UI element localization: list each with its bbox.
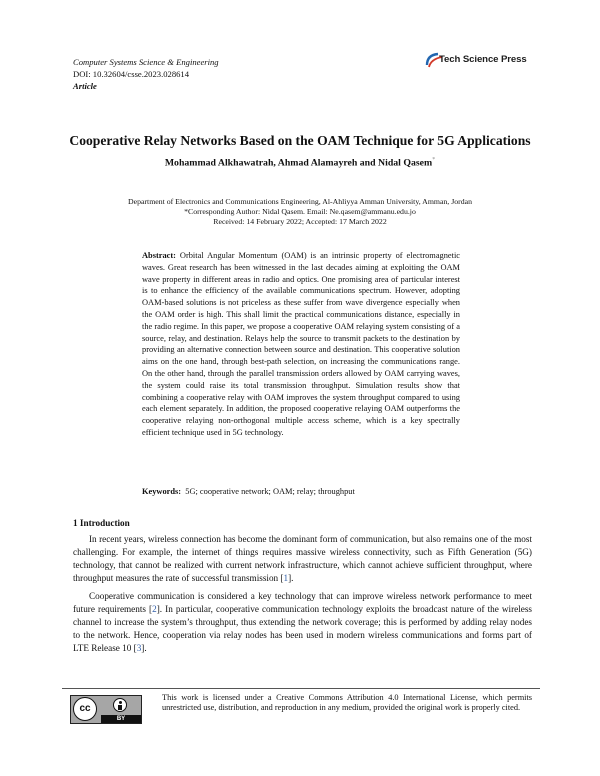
corresponding-mark: * [432, 157, 436, 163]
intro-paragraph-2 [73, 590, 532, 655]
authors-names: Mohammad Alkhawatrah, Ahmad Alamayreh and Nidal Qasem [164, 157, 433, 169]
journal-header [73, 56, 219, 92]
cc-by-label: BY [101, 715, 141, 723]
abstract-label: Abstract: [142, 251, 176, 260]
citation-link-2[interactable]: 2 [152, 603, 157, 614]
journal-name: Computer Systems Science & Engineering [73, 57, 219, 67]
intro-p1-text: In recent years, wireless connection has become the dominant form of communication, but also remains one of the most challenging. For example, the internet of things requires massive wireless connectivity, such as Fifth Generation (5G) technology, that cannot be realized with current network infrastructure, which cannot achieve sufficient throughput, where throughput measures the rate of successful transmission [ [73, 534, 532, 583]
received-accepted-dates: Received: 14 February 2022; Accepted: 17 March 2022 [213, 217, 387, 227]
intro-p1-end: ]. [288, 572, 294, 583]
doi[interactable]: DOI: 10.32604/csse.2023.028614 [73, 69, 190, 79]
article-type: Article [73, 81, 97, 91]
author-list [0, 157, 600, 168]
affiliation-block [0, 197, 600, 228]
keywords-label: Keywords: [142, 487, 182, 496]
paper-title: Cooperative Relay Networks Based on the OAM Technique for 5G Applications [69, 133, 531, 148]
license-text: This work is licensed under a Creative Commons Attribution 4.0 International License, which permits unrestricted use, distribution, and reproduction in any medium, provided the original work is properly cited. [162, 693, 532, 713]
footer-divider [62, 688, 540, 689]
abstract [142, 250, 460, 439]
keywords [142, 487, 460, 496]
intro-p2-text-c: ]. [141, 642, 147, 653]
intro-p2-text-b: ]. In particular, cooperative communication technology exploits the broadcast nature of the wireless channel to increase the system’s throughput, thus extending the network coverage; this is performed by adding relay nodes to the network. Hence, cooperation via relay nodes has been used in modern wireless communications and forms part of LTE Release 10 [ [73, 603, 532, 653]
cc-icon: cc [73, 697, 97, 721]
intro-p2-text-a: Cooperative communication is considered a key technology that can improve wireless network performance to meet future requirements [ [73, 591, 532, 614]
attribution-person-icon [113, 698, 127, 712]
cc-by-license-badge[interactable] [70, 695, 142, 724]
publisher-name: Tech Science Press [439, 54, 527, 65]
corresponding-author: *Corresponding Author: Nidal Qasem. Email: Ne.qasem@ammanu.edu.jo [184, 207, 416, 217]
intro-paragraph-1 [73, 533, 532, 585]
keywords-text: 5G; cooperative network; OAM; relay; throughput [185, 487, 355, 496]
section-heading-introduction: 1 Introduction [73, 518, 130, 528]
abstract-text: Orbital Angular Momentum (OAM) is an intrinsic property of electromagnetic waves. Great research has been witnessed in the last decades aiming at exploiting the OAM wave property in different areas in radio and optics. One promising area of particular interest is to enhance the efficiency of the available communications spectrum. However, adopting OAM-based solutions is not priceless as these suffer from wave divergence especially when the OAM order is high. This shall limit the practical communications distance, especially in the radio regime. In this paper, we propose a cooperative OAM relaying system consisting of a source, relay, and destination. Relays help the source to transmit packets to the destination by providing an alternative connection between source and destination. This cooperative solution aims on the one hand, through best-path selection, on increasing the communications range. On the other hand, through the parallel transmission orders allowed by OAM carrying waves, the system could raise its total transmission throughput. Simulation results show that combining a cooperative relay with OAM improves the system throughput compared to using each element separately. In addition, the proposed cooperative relaying OAM outperforms the cooperative relaying non-orthogonal multiple access scheme, which is a key spectrally efficient technique used in 5G technology. [142, 251, 460, 437]
affiliation-department: Department of Electronics and Communications Engineering, Al-Ahliyya Amman University, Amman, Jordan [127, 197, 472, 206]
citation-link-1[interactable]: 1 [283, 572, 289, 583]
citation-link-3[interactable]: 3 [136, 642, 142, 653]
publisher-logo[interactable] [425, 52, 533, 68]
